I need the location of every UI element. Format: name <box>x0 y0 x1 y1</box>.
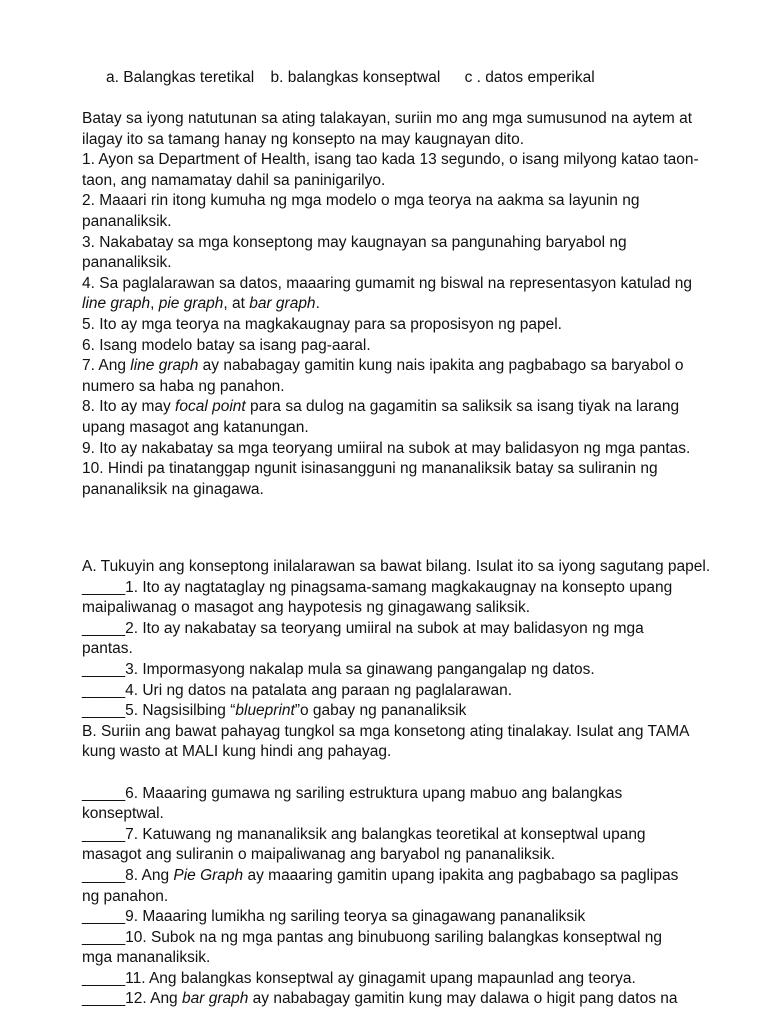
choice-c: c . datos emperikal <box>464 69 595 86</box>
text: para sa dulog na gagamitin sa saliksik sa isang tiyak na larang <box>245 398 680 416</box>
choice-a: a. Balangkas teretikal <box>106 69 255 86</box>
question-line: _____11. Ang balangkas konseptwal ay ginagamit upang mapaunlad ang teorya. <box>82 969 636 987</box>
term: line graph <box>82 295 151 313</box>
question-line: _____9. Maaaring lumikha ng sariling teorya sa ginagawang pananaliksik <box>82 908 586 926</box>
item-line: pananaliksik. <box>82 212 172 230</box>
question-line: masagot ang suliranin o maipaliwanag ang baryabol ng pananaliksik. <box>82 846 556 864</box>
term: line graph <box>130 357 199 375</box>
question-line: maipaliwanag o masagot ang haypotesis ng ginagawang saliksik. <box>82 599 531 617</box>
item-line <box>82 397 754 418</box>
text: ay nababagay gamitin kung nais ipakita ang pagbabago sa baryabol o <box>198 357 684 375</box>
question-line: ng panahon. <box>82 887 169 905</box>
question-line: konseptwal. <box>82 805 164 823</box>
term: blueprint <box>235 702 295 720</box>
question-line <box>82 989 754 1010</box>
answer-choices <box>106 68 595 88</box>
question-line: pantas. <box>82 640 133 658</box>
item-line <box>82 294 754 315</box>
term: bar graph <box>249 295 316 313</box>
question-line <box>82 701 754 722</box>
text: 7. Ang <box>82 357 131 375</box>
blank-line <box>82 763 754 784</box>
quiz-section <box>82 557 754 1010</box>
term: pie graph <box>158 295 224 313</box>
section-a-heading: A. Tukuyin ang konseptong inilalarawan sa bawat bilang. Isulat ito sa iyong sagutang papel. <box>82 558 711 575</box>
item-line: 4. Sa paglalarawan sa datos, maaaring gumamit ng biswal na representasyon katulad ng <box>82 274 693 292</box>
text: 8. Ito ay may <box>82 398 176 416</box>
text: _____5. Nagsisilbing “ <box>82 702 236 720</box>
choice-b: b. balangkas konseptwal <box>270 69 441 86</box>
section-b-heading: kung wasto at MALI kung hindi ang pahayag. <box>82 743 392 761</box>
item-line: 5. Ito ay mga teorya na magkakaugnay para sa proposisyon ng papel. <box>82 315 562 333</box>
term: focal point <box>175 398 246 416</box>
term: bar graph <box>182 990 249 1008</box>
matching-section <box>82 109 754 500</box>
item-line: 2. Maaari rin itong kumuha ng mga modelo o mga teorya na aakma sa layunin ng <box>82 192 640 210</box>
text: , <box>150 295 159 313</box>
item-line: 9. Ito ay nakabatay sa mga teoryang umiiral na subok at may balidasyon ng mga pantas. <box>82 439 691 457</box>
item-line: numero sa haba ng panahon. <box>82 377 285 395</box>
item-line: 3. Nakabatay sa mga konseptong may kaugnayan sa pangunahing baryabol ng <box>82 233 627 251</box>
text: _____8. Ang <box>82 866 174 884</box>
item-line <box>82 356 754 377</box>
question-line: _____10. Subok na ng mga pantas ang binubuong sariling balangkas konseptwal ng <box>82 928 662 946</box>
instructions-line: Batay sa iyong natutunan sa ating talakayan, suriin mo ang mga sumusunod na aytem at <box>82 110 693 127</box>
question-line: _____1. Ito ay nagtataglay ng pinagsama-samang magkakaugnay na konsepto upang <box>82 578 673 596</box>
text: ”o gabay ng pananaliksik <box>294 702 467 720</box>
question-line: mga mananaliksik. <box>82 949 211 967</box>
item-line: 10. Hindi pa tinatanggap ngunit isinasangguni ng mananaliksik batay sa suliranin ng <box>82 460 658 478</box>
instructions-line: ilagay ito sa tamang hanay ng konsepto na may kaugnayan dito. <box>82 130 525 148</box>
text: , at <box>223 295 250 313</box>
item-line: pananaliksik. <box>82 254 172 272</box>
question-line: _____6. Maaaring gumawa ng sariling estruktura upang mabuo ang balangkas <box>82 784 623 802</box>
item-line: pananaliksik na ginagawa. <box>82 480 264 498</box>
item-line: 6. Isang modelo batay sa isang pag-aaral. <box>82 336 371 354</box>
question-line: _____2. Ito ay nakabatay sa teoryang umiiral na subok at may balidasyon ng mga <box>82 619 644 637</box>
question-line: _____3. Impormasyong nakalap mula sa ginawang pangangalap ng datos. <box>82 660 595 678</box>
section-b-heading: B. Suriin ang bawat pahayag tungkol sa mga konsetong ating tinalakay. Isulat ang TAMA <box>82 722 690 740</box>
item-line: taon, ang namamatay dahil sa paninigarilyo. <box>82 171 386 189</box>
item-line: upang masagot ang katanungan. <box>82 418 309 436</box>
item-line: 1. Ayon sa Department of Health, isang tao kada 13 segundo, o isang milyong katao taon- <box>82 151 699 169</box>
text: ay nababagay gamitin kung may dalawa o higit pang datos na <box>248 990 678 1008</box>
question-line: _____7. Katuwang ng mananaliksik ang balangkas teoretikal at konseptwal upang <box>82 825 646 843</box>
question-line <box>82 866 754 887</box>
text: ay maaaring gamitin upang ipakita ang pagbabago sa paglipas <box>243 866 679 884</box>
text: _____12. Ang <box>82 990 182 1008</box>
term: Pie Graph <box>173 866 244 884</box>
question-line: _____4. Uri ng datos na patalata ang paraan ng paglalarawan. <box>82 681 513 699</box>
text: . <box>315 295 320 313</box>
